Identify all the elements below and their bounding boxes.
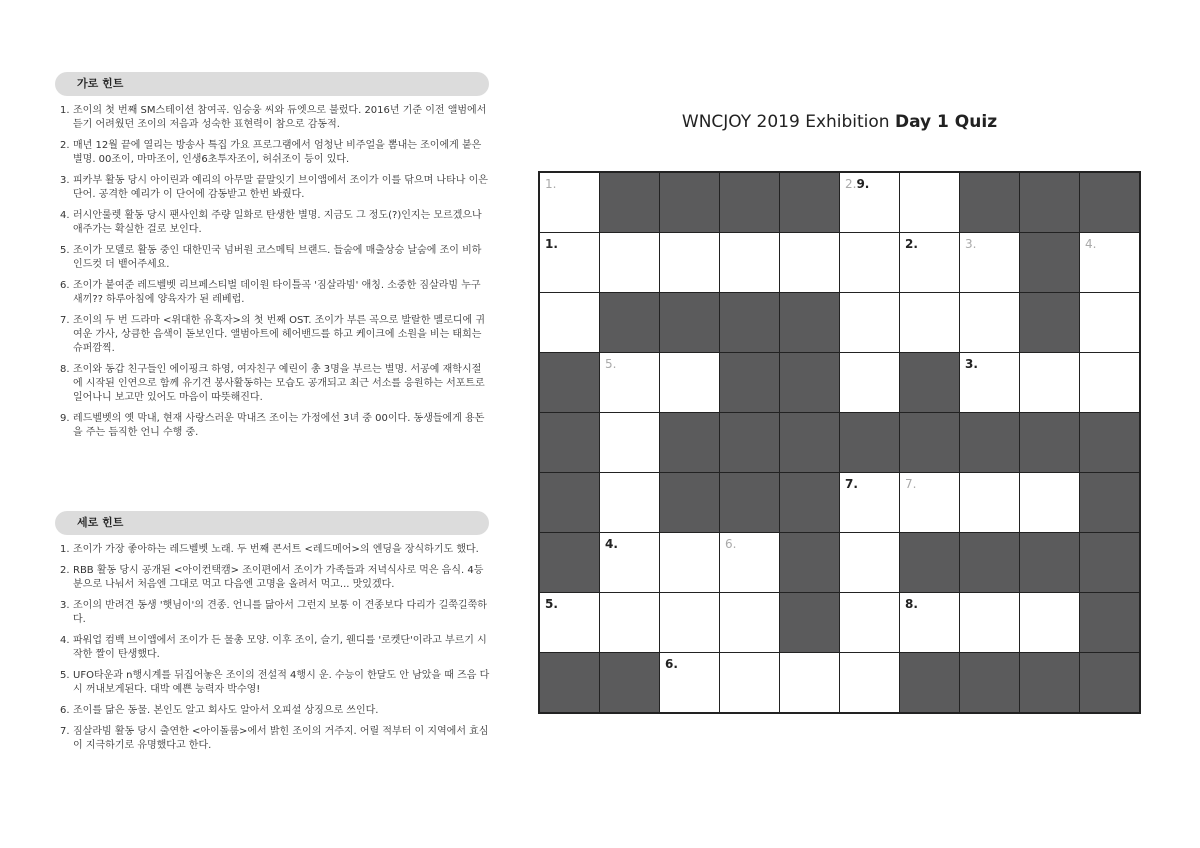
grid-cell-blocked (1020, 533, 1079, 592)
grid-cell-1-4[interactable] (780, 233, 839, 292)
cell-number-label: 2. (845, 177, 857, 191)
down-clue-3 (60, 599, 490, 627)
grid-cell-3-9[interactable] (1080, 353, 1139, 412)
cell-number-label: 2. (905, 237, 918, 251)
grid-cell-blocked (780, 293, 839, 352)
cell-number-label-group (845, 177, 869, 191)
cell-number-label: 5. (605, 357, 617, 371)
clue-text: 짐살라빔 활동 당시 출연한 <아이돌룸>에서 밝힌 조이의 거주지. 어릴 적부터 이 지역에서 효심이 지극하기로 유명했다고 한다. (73, 726, 489, 751)
grid-cell-3-7[interactable] (960, 353, 1019, 412)
clue-number: 5. (60, 670, 70, 681)
grid-cell-blocked (780, 173, 839, 232)
across-clue-1 (60, 104, 490, 132)
across-clue-6 (60, 279, 490, 307)
clue-number: 4. (60, 635, 70, 646)
grid-cell-8-5[interactable] (840, 653, 899, 712)
cell-number-label: 8. (905, 597, 918, 611)
grid-cell-blocked (540, 653, 599, 712)
down-clue-list (60, 543, 490, 760)
clue-number: 6. (60, 705, 70, 716)
grid-cell-blocked (1080, 593, 1139, 652)
grid-cell-blocked (660, 173, 719, 232)
clue-text: 조이와 동갑 친구들인 에이핑크 하영, 여자친구 예린이 총 3명을 부르는 별명. 서공예 재학시절에 시작된 인연으로 함께 유기견 봉사활동하는 모습도 공개되고 최근 서소를 응원하는 서포트로 일어나니 보고만 있어도 마음이 따뜻해진다. (73, 364, 485, 403)
cell-number-label: 5. (545, 597, 558, 611)
clue-number: 6. (60, 280, 70, 291)
cell-number-label: 4. (605, 537, 618, 551)
clue-number: 9. (60, 413, 70, 424)
grid-cell-blocked (720, 173, 779, 232)
grid-cell-blocked (960, 173, 1019, 232)
cell-number-label: 1. (545, 237, 558, 251)
cell-number-label: 7. (905, 477, 917, 491)
grid-cell-5-7[interactable] (960, 473, 1019, 532)
grid-cell-0-5[interactable] (840, 173, 899, 232)
grid-cell-5-8[interactable] (1020, 473, 1079, 532)
cell-number-label: 6. (665, 657, 678, 671)
clue-number: 7. (60, 315, 70, 326)
grid-cell-blocked (660, 473, 719, 532)
clue-text: RBB 활동 당시 공개된 <아이컨택캠> 조이편에서 조이가 가족들과 저녁식사로 먹은 음식. 4등분으로 나눠서 처음엔 그대로 먹고 다음엔 고명을 올려서 먹고... 맛있겠다. (73, 565, 484, 590)
clue-number: 3. (60, 600, 70, 611)
clue-text: 조이의 첫 번째 SM스테이션 참여곡. 임승웅 씨와 듀엣으로 불렀다. 2016년 기준 이전 앨범에서 듣기 어려웠던 조이의 저음과 성숙한 표현력이 참으로 감동적. (73, 105, 487, 130)
grid-cell-blocked (900, 353, 959, 412)
grid-cell-6-5[interactable] (840, 533, 899, 592)
clue-text: 조이의 두 번 드라마 <위대한 유혹자>의 첫 번째 OST. 조이가 부른 곡으로 발랄한 멜로디에 귀여운 가사, 상큼한 음색이 돋보인다. 앨범아트에 헤어밴드를 하고 케이크에 소원을 비는 태희는 슈퍼깜찍. (73, 315, 486, 354)
down-header (55, 511, 489, 535)
grid-cell-blocked (1080, 173, 1139, 232)
grid-cell-2-6[interactable] (900, 293, 959, 352)
grid-cell-blocked (780, 473, 839, 532)
grid-cell-blocked (780, 533, 839, 592)
grid-cell-0-0[interactable] (540, 173, 599, 232)
across-clue-4 (60, 209, 490, 237)
quiz-title-prefix: WNCJOY 2019 Exhibition (681, 112, 890, 132)
clue-text: 매년 12월 끝에 열리는 방송사 특집 가요 프로그램에서 엄청난 비주얼을 뽐내는 조이에게 붙은 별명. 00조이, 마마조이, 인생6초투자조이, 허쉬조이 등이 있다. (73, 140, 482, 165)
cell-number-label: 6. (725, 537, 737, 551)
grid-cell-7-2[interactable] (660, 593, 719, 652)
grid-cell-7-8[interactable] (1020, 593, 1079, 652)
down-clue-5 (60, 669, 490, 697)
grid-cell-blocked (900, 413, 959, 472)
down-clue-2 (60, 564, 490, 592)
grid-cell-1-1[interactable] (600, 233, 659, 292)
grid-cell-3-8[interactable] (1020, 353, 1079, 412)
grid-cell-blocked (960, 413, 1019, 472)
grid-cell-3-1[interactable] (600, 353, 659, 412)
grid-cell-1-7[interactable] (960, 233, 1019, 292)
down-clue-6 (60, 704, 490, 718)
cell-number-label: 7. (845, 477, 858, 491)
grid-cell-1-6[interactable] (900, 233, 959, 292)
grid-cell-1-3[interactable] (720, 233, 779, 292)
grid-cell-3-5[interactable] (840, 353, 899, 412)
grid-cell-blocked (780, 593, 839, 652)
grid-cell-blocked (1020, 173, 1079, 232)
grid-cell-blocked (660, 413, 719, 472)
grid-cell-7-3[interactable] (720, 593, 779, 652)
grid-cell-blocked (1020, 233, 1079, 292)
grid-cell-blocked (900, 533, 959, 592)
down-clue-7 (60, 725, 490, 753)
clue-number: 1. (60, 105, 70, 116)
grid-cell-3-2[interactable] (660, 353, 719, 412)
clue-text: 조이가 가장 좋아하는 레드벨벳 노래. 두 번째 콘서트 <레드메어>의 엔딩을 장식하기도 했다. (73, 544, 479, 555)
clue-number: 1. (60, 544, 70, 555)
grid-cell-8-3[interactable] (720, 653, 779, 712)
grid-cell-blocked (1080, 413, 1139, 472)
across-clue-3 (60, 174, 490, 202)
grid-cell-blocked (540, 473, 599, 532)
grid-cell-1-5[interactable] (840, 233, 899, 292)
grid-cell-5-1[interactable] (600, 473, 659, 532)
down-clue-1 (60, 543, 490, 557)
grid-cell-2-0[interactable] (540, 293, 599, 352)
grid-cell-blocked (600, 293, 659, 352)
grid-cell-6-2[interactable] (660, 533, 719, 592)
grid-cell-blocked (540, 533, 599, 592)
grid-cell-2-5[interactable] (840, 293, 899, 352)
grid-cell-blocked (540, 353, 599, 412)
grid-cell-6-1[interactable] (600, 533, 659, 592)
quiz-title-bold: Day 1 Quiz (895, 112, 998, 132)
grid-cell-blocked (960, 533, 1019, 592)
quiz-title (538, 112, 1141, 132)
grid-cell-6-3[interactable] (720, 533, 779, 592)
grid-cell-blocked (600, 653, 659, 712)
grid-cell-blocked (1080, 533, 1139, 592)
grid-cell-5-6[interactable] (900, 473, 959, 532)
cell-number-label: 3. (965, 237, 977, 251)
across-clue-7 (60, 314, 490, 356)
clue-text: UFO타운과 n행시계를 뒤집어놓은 조이의 전설적 4행시 운. 수능이 한달도 안 남았을 때 즈음 다시 꺼내보게된다. 대박 예쁜 능력자 박수영! (73, 670, 490, 695)
grid-cell-7-7[interactable] (960, 593, 1019, 652)
clue-number: 2. (60, 140, 70, 151)
cell-number-label-extra: 9. (856, 177, 870, 191)
across-header-label: 가로 힌트 (77, 77, 124, 90)
across-clue-list (60, 104, 490, 447)
clue-text: 러시안룰렛 활동 당시 팬사인회 주량 일화로 탄생한 별명. 지금도 그 정도(?)인지는 모르겠으나 애주가는 확실한 걸로 보인다. (73, 210, 482, 235)
clue-text: 조이가 붙여준 레드벨벳 리브페스티벌 데이원 타이틀곡 '짐살라빔' 애칭. 소중한 짐살라빔 누구 새끼?? 하루아침에 양육자가 된 레베럽. (73, 280, 481, 305)
clue-text: 피카부 활동 당시 아이린과 예리의 아무말 끝말잇기 브이앱에서 조이가 이를 닦으며 나타나 이은 단어. 공격한 예리가 이 단어에 감동받고 한번 봐줬다. (73, 175, 488, 200)
across-clue-5 (60, 244, 490, 272)
grid-cell-2-7[interactable] (960, 293, 1019, 352)
grid-cell-blocked (720, 353, 779, 412)
grid-cell-blocked (540, 413, 599, 472)
down-clue-4 (60, 634, 490, 662)
grid-cell-blocked (1080, 653, 1139, 712)
grid-cell-1-0[interactable] (540, 233, 599, 292)
grid-cell-5-5[interactable] (840, 473, 899, 532)
across-clue-2 (60, 139, 490, 167)
clue-number: 5. (60, 245, 70, 256)
grid-cell-blocked (660, 293, 719, 352)
grid-cell-2-9[interactable] (1080, 293, 1139, 352)
cell-number-label: 3. (965, 357, 978, 371)
across-clue-8 (60, 363, 490, 405)
grid-cell-7-6[interactable] (900, 593, 959, 652)
grid-cell-blocked (960, 653, 1019, 712)
clue-number: 7. (60, 726, 70, 737)
clue-text: 조이가 모델로 활동 중인 대한민국 넘버원 코스메틱 브랜드. 들숨에 매출상승 날숨에 조이 비하인드컷 더 뱉어주세요. (73, 245, 482, 270)
grid-cell-blocked (1080, 473, 1139, 532)
clue-text: 조이를 닮은 동물. 본인도 알고 회사도 알아서 오피셜 상징으로 쓰인다. (73, 705, 379, 716)
grid-cell-blocked (720, 413, 779, 472)
grid-cell-blocked (900, 653, 959, 712)
down-header-label: 세로 힌트 (77, 516, 124, 529)
grid-cell-7-5[interactable] (840, 593, 899, 652)
across-clue-9 (60, 412, 490, 440)
grid-cell-blocked (720, 293, 779, 352)
clue-text: 파워업 컴백 브이앱에서 조이가 든 물총 모양. 이후 조이, 슬기, 웬디를 '로켓단'이라고 부르기 시작한 짤이 탄생했다. (73, 635, 487, 660)
clue-number: 4. (60, 210, 70, 221)
cell-number-label: 4. (1085, 237, 1097, 251)
grid-cell-8-2[interactable] (660, 653, 719, 712)
grid-cell-blocked (1020, 293, 1079, 352)
crossword-grid (538, 171, 1141, 714)
clue-text: 레드벨벳의 옛 막내, 현재 사랑스러운 막내즈 조이는 가정에선 3녀 중 00이다. 동생들에게 용돈을 주는 듬직한 언니 수행 중. (73, 413, 485, 438)
clue-number: 8. (60, 364, 70, 375)
grid-cell-0-6[interactable] (900, 173, 959, 232)
clue-text: 조이의 반려견 동생 '햇님이'의 견종. 언니를 닮아서 그런지 보통 이 견종보다 다리가 길쭉길쭉하다. (73, 600, 487, 625)
grid-cell-1-2[interactable] (660, 233, 719, 292)
grid-cell-1-9[interactable] (1080, 233, 1139, 292)
grid-cell-7-1[interactable] (600, 593, 659, 652)
across-header (55, 72, 489, 96)
clue-number: 3. (60, 175, 70, 186)
clue-number: 2. (60, 565, 70, 576)
grid-cell-blocked (1020, 413, 1079, 472)
grid-cell-blocked (720, 473, 779, 532)
grid-cell-4-1[interactable] (600, 413, 659, 472)
grid-cell-blocked (780, 413, 839, 472)
grid-cell-8-4[interactable] (780, 653, 839, 712)
cell-number-label: 1. (545, 177, 557, 191)
grid-cell-blocked (1020, 653, 1079, 712)
grid-cell-blocked (600, 173, 659, 232)
grid-cell-blocked (780, 353, 839, 412)
grid-cell-7-0[interactable] (540, 593, 599, 652)
grid-cell-blocked (840, 413, 899, 472)
